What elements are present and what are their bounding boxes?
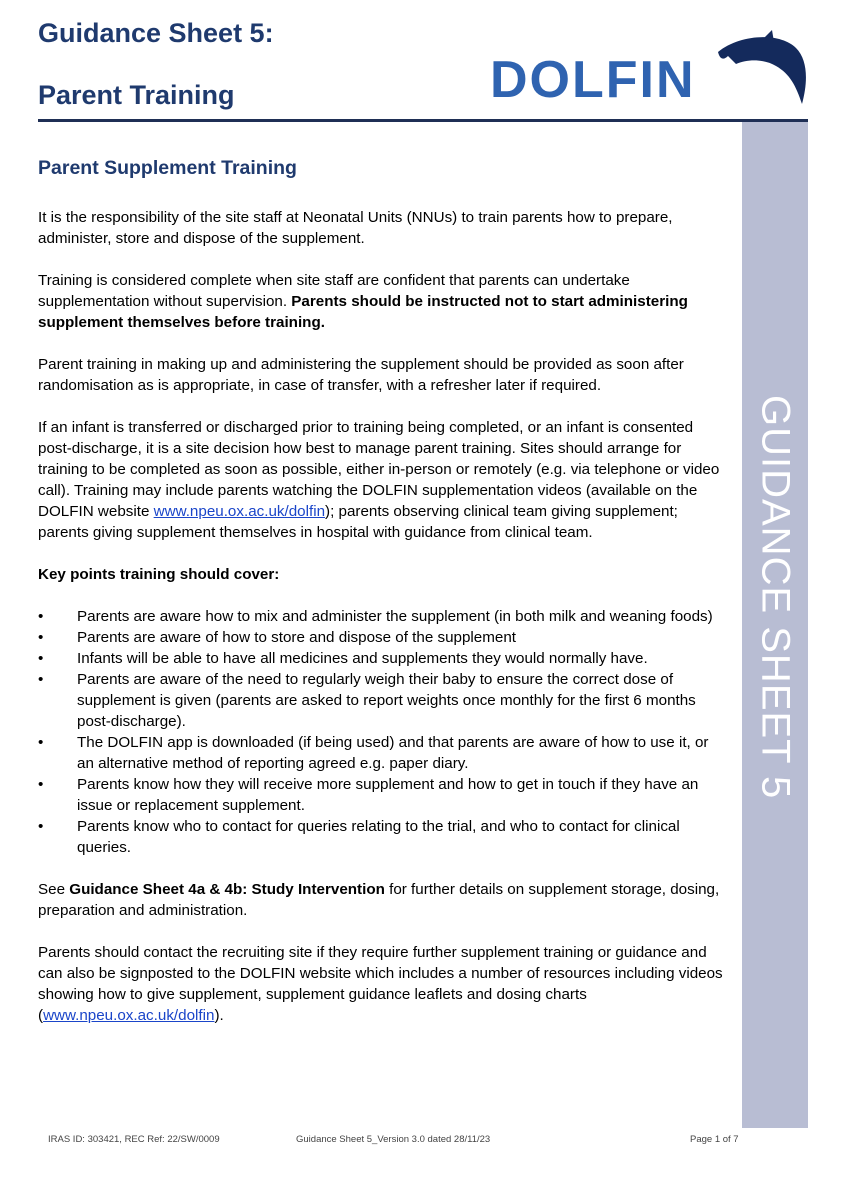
section-heading: Parent Supplement Training <box>38 157 297 179</box>
bullet-icon: • <box>38 608 44 625</box>
list-item-text: Parents are aware how to mix and administer the supplement (in both milk and weaning foods) <box>77 608 713 625</box>
dolfin-website-link[interactable]: www.npeu.ox.ac.uk/dolfin <box>43 1007 215 1024</box>
paragraph-text: If an infant is transferred or discharged prior to training being completed, or an infant is consented post-discharge, it is a site decision how best to manage parent training. Sites should arrange for training to be completed as soon as possible, either in-person or remotely (e.g. via telephone or video call). Training may include parents watching the DOLFIN supplementation videos (available on the DOLFIN website <box>38 419 720 520</box>
page-subtitle: Parent Training <box>38 80 235 110</box>
list-item-text: Parents know who to contact for queries relating to the trial, and who to contact for clinical queries. <box>77 818 680 856</box>
bullet-icon: • <box>38 734 44 751</box>
paragraph-text: See <box>38 881 70 898</box>
key-points-heading <box>38 564 728 585</box>
paragraph-text: Parents should contact the recruiting site if they require further supplement training or guidance and can also be signposted to the DOLFIN website which includes a number of resources including videos showing how to give supplement, supplement guidance leaflets and dosing charts ( <box>38 944 723 1024</box>
dolphin-icon <box>710 30 810 110</box>
side-label: GUIDANCE SHEET 5 <box>753 395 798 800</box>
logo-wordmark: DOLFIN <box>490 51 696 109</box>
paragraph-see-also <box>38 879 728 921</box>
title-block <box>38 16 274 112</box>
list-item <box>38 774 728 816</box>
list-item <box>38 648 728 669</box>
bullet-icon: • <box>38 776 44 793</box>
paragraph-text: for further details on supplement storage, dosing, preparation and administration. <box>38 881 720 919</box>
footer-version: Guidance Sheet 5_Version 3.0 dated 28/11/23 <box>296 1134 491 1145</box>
bold-reference: Guidance Sheet 4a & 4b: Study Intervention <box>69 881 385 898</box>
bold-instruction: Parents should be instructed not to start administering supplement themselves before training. <box>38 293 688 331</box>
footer-page-number: Page 1 of 7 <box>690 1134 739 1145</box>
dolfin-website-link[interactable]: www.npeu.ox.ac.uk/dolfin <box>153 503 326 520</box>
paragraph-text: ); parents observing clinical team giving supplement; parents giving supplement themselves in hospital with guidance from clinical team. <box>38 503 678 541</box>
paragraph-responsibility: It is the responsibility of the site staff at Neonatal Units (NNUs) to train parents how to prepare, administer, store and dispose of the supplement. <box>38 209 673 247</box>
list-item-text: Parents are aware of the need to regularly weigh their baby to ensure the correct dose of supplement is given (parents are asked to report weights once monthly for the first 6 months post-discharge). <box>77 671 696 730</box>
list-item-text: Parents know how they will receive more supplement and how to get in touch if they have an issue or replacement supplement. <box>77 776 699 814</box>
list-item-text: The DOLFIN app is downloaded (if being used) and that parents are aware of how to use it, or an alternative method of reporting agreed e.g. paper diary. <box>77 734 709 772</box>
header-divider <box>38 119 808 122</box>
paragraph-text: Training is considered complete when site staff are confident that parents can undertake supplementation without supervision. <box>38 272 630 310</box>
bullet-icon: • <box>38 650 44 667</box>
bullet-icon: • <box>38 818 44 835</box>
paragraph-transfer <box>38 417 728 543</box>
list-item <box>38 732 728 774</box>
key-points-list <box>38 606 728 858</box>
list-item <box>38 606 728 627</box>
bullet-icon: • <box>38 671 44 688</box>
list-item-text: Parents are aware of how to store and dispose of the supplement <box>77 629 517 646</box>
footer-iras: IRAS ID: 303421, REC Ref: 22/SW/0009 <box>48 1134 220 1145</box>
page-title: Guidance Sheet 5: <box>38 18 274 48</box>
paragraph-contact <box>38 942 728 1026</box>
key-points-heading-text: Key points training should cover: <box>38 566 280 583</box>
list-item <box>38 669 728 732</box>
paragraph-timing: Parent training in making up and administering the supplement should be provided as soon after randomisation as is appropriate, in case of transfer, with a refresher later if required. <box>38 356 684 394</box>
bullet-icon: • <box>38 629 44 646</box>
list-item <box>38 816 728 858</box>
main-content <box>38 155 728 1047</box>
dolfin-logo <box>490 30 820 114</box>
list-item <box>38 627 728 648</box>
list-item-text: Infants will be able to have all medicines and supplements they would normally have. <box>77 650 648 667</box>
paragraph-training-complete <box>38 270 728 333</box>
paragraph-text: ). <box>214 1007 224 1024</box>
